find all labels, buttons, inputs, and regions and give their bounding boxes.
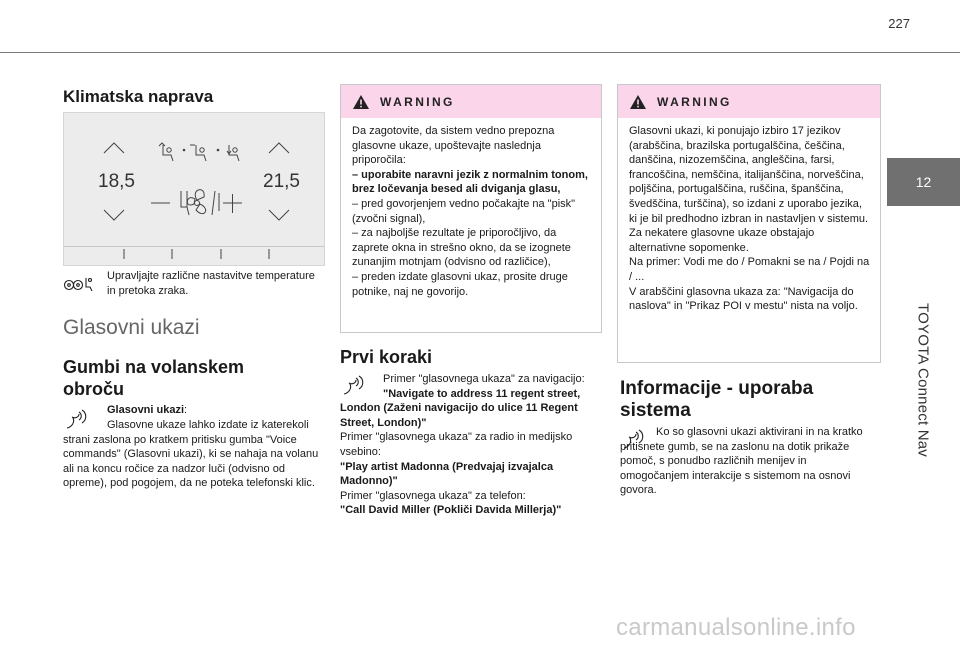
voice-command-label: [107, 403, 322, 418]
panel-divider: [64, 246, 324, 247]
arabic-paragraph: V arabščini glasovna ukaza za: "Navigacija do naslova" in "Prikaz POI v mestu" nista na voljo.: [629, 285, 858, 313]
nav-example-intro: Primer "glasovnega ukaza" za navigacijo:: [383, 373, 585, 385]
first-steps-heading: Prvi koraki: [340, 347, 433, 367]
page-number: 227: [888, 16, 910, 31]
info-heading: Informacije - uporaba sistema: [620, 378, 814, 421]
warning-triangle-icon: [352, 94, 370, 110]
warning-item-3: – za najboljše rezultate je priporočljivo, da zaprete okna in strešno okno, da se izognete zunanjim motnjam (odvisno od različice),: [352, 227, 571, 269]
info-text: Ko so glasovni ukazi aktivirani in na kratko pritisnete gumb, se na zaslonu na dotik prikaže pomoč, s ponudbo različnih menijev in omogočanjem interakcije s sistemom na osnovi govora.: [620, 426, 863, 497]
climate-icon: [63, 276, 95, 292]
voice-command-colon: :: [184, 404, 188, 416]
warning-box-2: [617, 84, 881, 363]
synonyms-paragraph: Za nekatere glasovne ukaze obstajajo alternativne sopomenke.: [629, 227, 815, 254]
phone-example-intro: Primer "glasovnega ukaza" za telefon:: [340, 489, 526, 502]
warning-item-4: – preden izdate glasovni ukaz, prosite druge potnike, naj ne govorijo.: [352, 270, 568, 298]
examples-block: [340, 372, 602, 518]
voice-command-text: Glasovne ukaze lahko izdate iz katerekoli strani zaslona po kratkem pritisku gumba "Voice commands" (Glasovni ukazi), ki se nahaja na volanu ali na koncu ročice za nadzor luči (odvisno od opreme), pod pogojem, da ne poteka telefonski klic.: [63, 419, 319, 490]
example-paragraph: Na primer: Vodi me do / Pomakni se na / Pojdi na / ...: [629, 256, 870, 283]
voice-commands-heading: Glasovni ukazi: [63, 316, 200, 339]
climate-controls-graphic: [64, 113, 326, 267]
temp-right: 21,5: [263, 171, 300, 192]
watermark: carmanualsonline.info: [616, 614, 856, 641]
warning-item-2: – pred govorjenjem vedno počakajte na "pisk" (zvočni signal),: [352, 197, 576, 225]
steering-buttons-heading: Gumbi na volanskem obroču: [63, 357, 245, 399]
climate-title: Klimatska naprava: [63, 87, 214, 106]
climate-panel-illustration: [63, 112, 325, 266]
warning-body: [341, 118, 601, 307]
warning-body-2: [618, 118, 880, 322]
warning-box-1: [340, 84, 602, 333]
radio-example-command: "Play artist Madonna (Predvajaj izvajalca Madonno)": [340, 460, 554, 488]
phone-example-command: "Call David Miller (Pokliči Davida Millerja)": [340, 504, 562, 517]
radio-example-intro: Primer "glasovnega ukaza" za radio in medijsko vsebino:: [340, 431, 573, 458]
temp-left: 18,5: [98, 171, 135, 192]
warning-item-1: – uporabite naravni jezik z normalnim tonom, brez ločevanja besed ali dviganja glasu,: [352, 168, 588, 196]
chapter-number: 12: [915, 174, 932, 190]
voice-command-bold: Glasovni ukazi: [107, 404, 185, 416]
chapter-label: TOYOTA Connect Nav: [914, 303, 932, 457]
warning-header: [341, 85, 601, 118]
warning-header-2: [618, 85, 880, 118]
languages-paragraph: Glasovni ukazi, ki ponujajo izbiro 17 jezikov (arabščina, brazilska portugalščina, češčina, danščina, nizozemščina, angleščina, farsi, francoščina, nemščina, italijanščina, norveščina, poljščina, portugalščina, ruščina, španščina, švedščina, turščina), so izdani z uporabo jezika, ki je bil predhodno izbran in nastavljen v sistemu.: [629, 125, 869, 225]
warning-title-2: WARNING: [657, 94, 732, 109]
warning-title: WARNING: [380, 94, 455, 109]
warning-triangle-icon-2: [629, 94, 647, 110]
climate-description: Upravljajte različne nastavitve temperature in pretoka zraka.: [107, 270, 315, 297]
nav-example-command: "Navigate to address 11 regent street, London (Zaženi navigacijo do ulice 11 Regent Street, London)": [340, 387, 581, 429]
chapter-tab[interactable]: [887, 158, 960, 206]
header-divider: [0, 52, 960, 53]
warning-intro: Da zagotovite, da sistem vedno prepozna glasovne ukaze, upoštevajte naslednja priporočila:: [352, 125, 555, 167]
